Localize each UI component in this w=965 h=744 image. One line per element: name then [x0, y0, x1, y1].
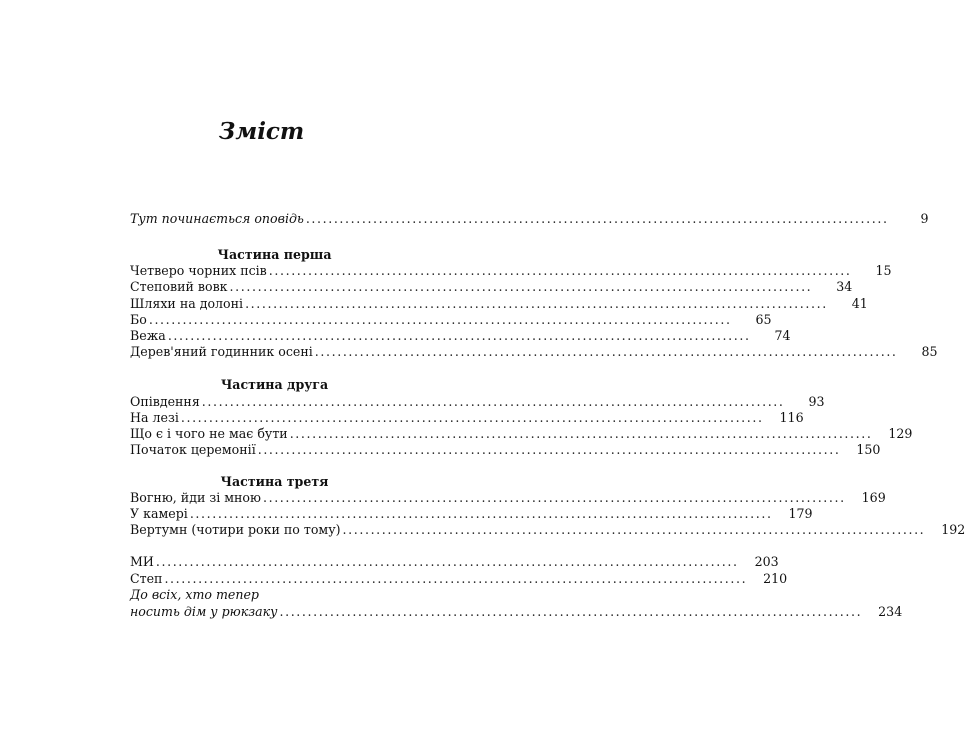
- toc-entry[interactable]: [130, 343, 938, 361]
- toc-entry-page: 65: [755, 312, 772, 327]
- toc-entry-page: 74: [774, 328, 791, 343]
- toc-entry-page: 9: [920, 211, 929, 226]
- part-heading-3: Частина третя: [220, 474, 329, 489]
- toc-entry-page: 203: [754, 554, 779, 569]
- dot-leader: ........................................................................................................: [229, 279, 813, 294]
- toc-entry-page: 150: [856, 442, 881, 457]
- dot-leader: ........................................................................................................: [279, 604, 863, 619]
- dot-leader: ........................................................................................................: [305, 211, 889, 226]
- dot-leader: ........................................................................................................: [268, 263, 852, 278]
- toc-entry-dedication[interactable]: [130, 603, 903, 621]
- dot-leader: ........................................................................................................: [314, 344, 898, 359]
- dot-leader: ........................................................................................................: [342, 522, 926, 537]
- dot-leader: ........................................................................................................: [164, 571, 748, 586]
- dot-leader: ........................................................................................................: [148, 312, 732, 327]
- toc-entry-label: На лезі: [130, 410, 179, 425]
- toc-entry-label: Вогню, йди зі мною: [130, 490, 261, 505]
- dot-leader: ........................................................................................................: [189, 506, 773, 521]
- dot-leader: ........................................................................................................: [245, 296, 828, 311]
- toc-entry-page: 85: [921, 344, 938, 359]
- toc-entry-page: 116: [779, 410, 804, 425]
- dot-leader: ........................................................................................................: [262, 490, 846, 505]
- toc-entry-intro[interactable]: [130, 210, 929, 228]
- toc-entry-page: 169: [861, 490, 886, 505]
- toc-entry-label: Дерев'яний годинник осені: [130, 344, 313, 359]
- toc-entry-label: Шляхи на долоні: [130, 296, 244, 311]
- dot-leader: ........................................................................................................: [180, 410, 764, 425]
- toc-entry-label: Початок церемонії: [130, 442, 256, 457]
- toc-entry-label: У камері: [130, 506, 188, 521]
- toc-entry-label: Вертумн (чотири роки по тому): [130, 522, 341, 537]
- toc-entry-label: Опівдення: [130, 394, 200, 409]
- toc-entry-page: 15: [875, 263, 892, 278]
- toc-entry-label: Тут починається оповідь: [130, 211, 304, 226]
- toc-entry-label: Що є і чого не має бути: [130, 426, 288, 441]
- toc-entry-label: Вежа: [130, 328, 166, 343]
- toc-entry[interactable]: [130, 553, 779, 571]
- toc-entry-page: 93: [808, 394, 825, 409]
- part-heading-2: Частина друга: [220, 377, 329, 392]
- toc-entry[interactable]: [130, 521, 965, 539]
- toc-entry-label: Степовий вовк: [130, 279, 228, 294]
- toc-entry-page: 210: [763, 571, 788, 586]
- dot-leader: ........................................................................................................: [289, 426, 873, 441]
- dot-leader: ........................................................................................................: [201, 394, 785, 409]
- toc-entry-label: Четверо чорних псів: [130, 263, 267, 278]
- toc-entry-page: 34: [836, 279, 853, 294]
- toc-entry-label: носить дім у рюкзаку: [130, 604, 278, 619]
- toc-entry-label: Степ: [130, 571, 163, 586]
- toc-entry-label: Бо: [130, 312, 147, 327]
- toc-entry-page: 179: [788, 506, 813, 521]
- dot-leader: ........................................................................................................: [167, 328, 751, 343]
- toc-entry-page: 192: [941, 522, 965, 537]
- dot-leader: ........................................................................................................: [257, 442, 841, 457]
- toc-entry[interactable]: [130, 278, 853, 296]
- toc-entry[interactable]: [130, 441, 881, 459]
- dot-leader: ........................................................................................................: [155, 554, 739, 569]
- toc-entry-page: 234: [878, 604, 903, 619]
- dedication-line-1: До всіх, хто тепер: [130, 587, 259, 602]
- page-title: Зміст: [218, 118, 305, 145]
- toc-entry-page: 41: [851, 296, 868, 311]
- toc-entry-page: 129: [888, 426, 913, 441]
- part-heading-1: Частина перша: [217, 247, 332, 262]
- toc-entry-label: МИ: [130, 554, 154, 569]
